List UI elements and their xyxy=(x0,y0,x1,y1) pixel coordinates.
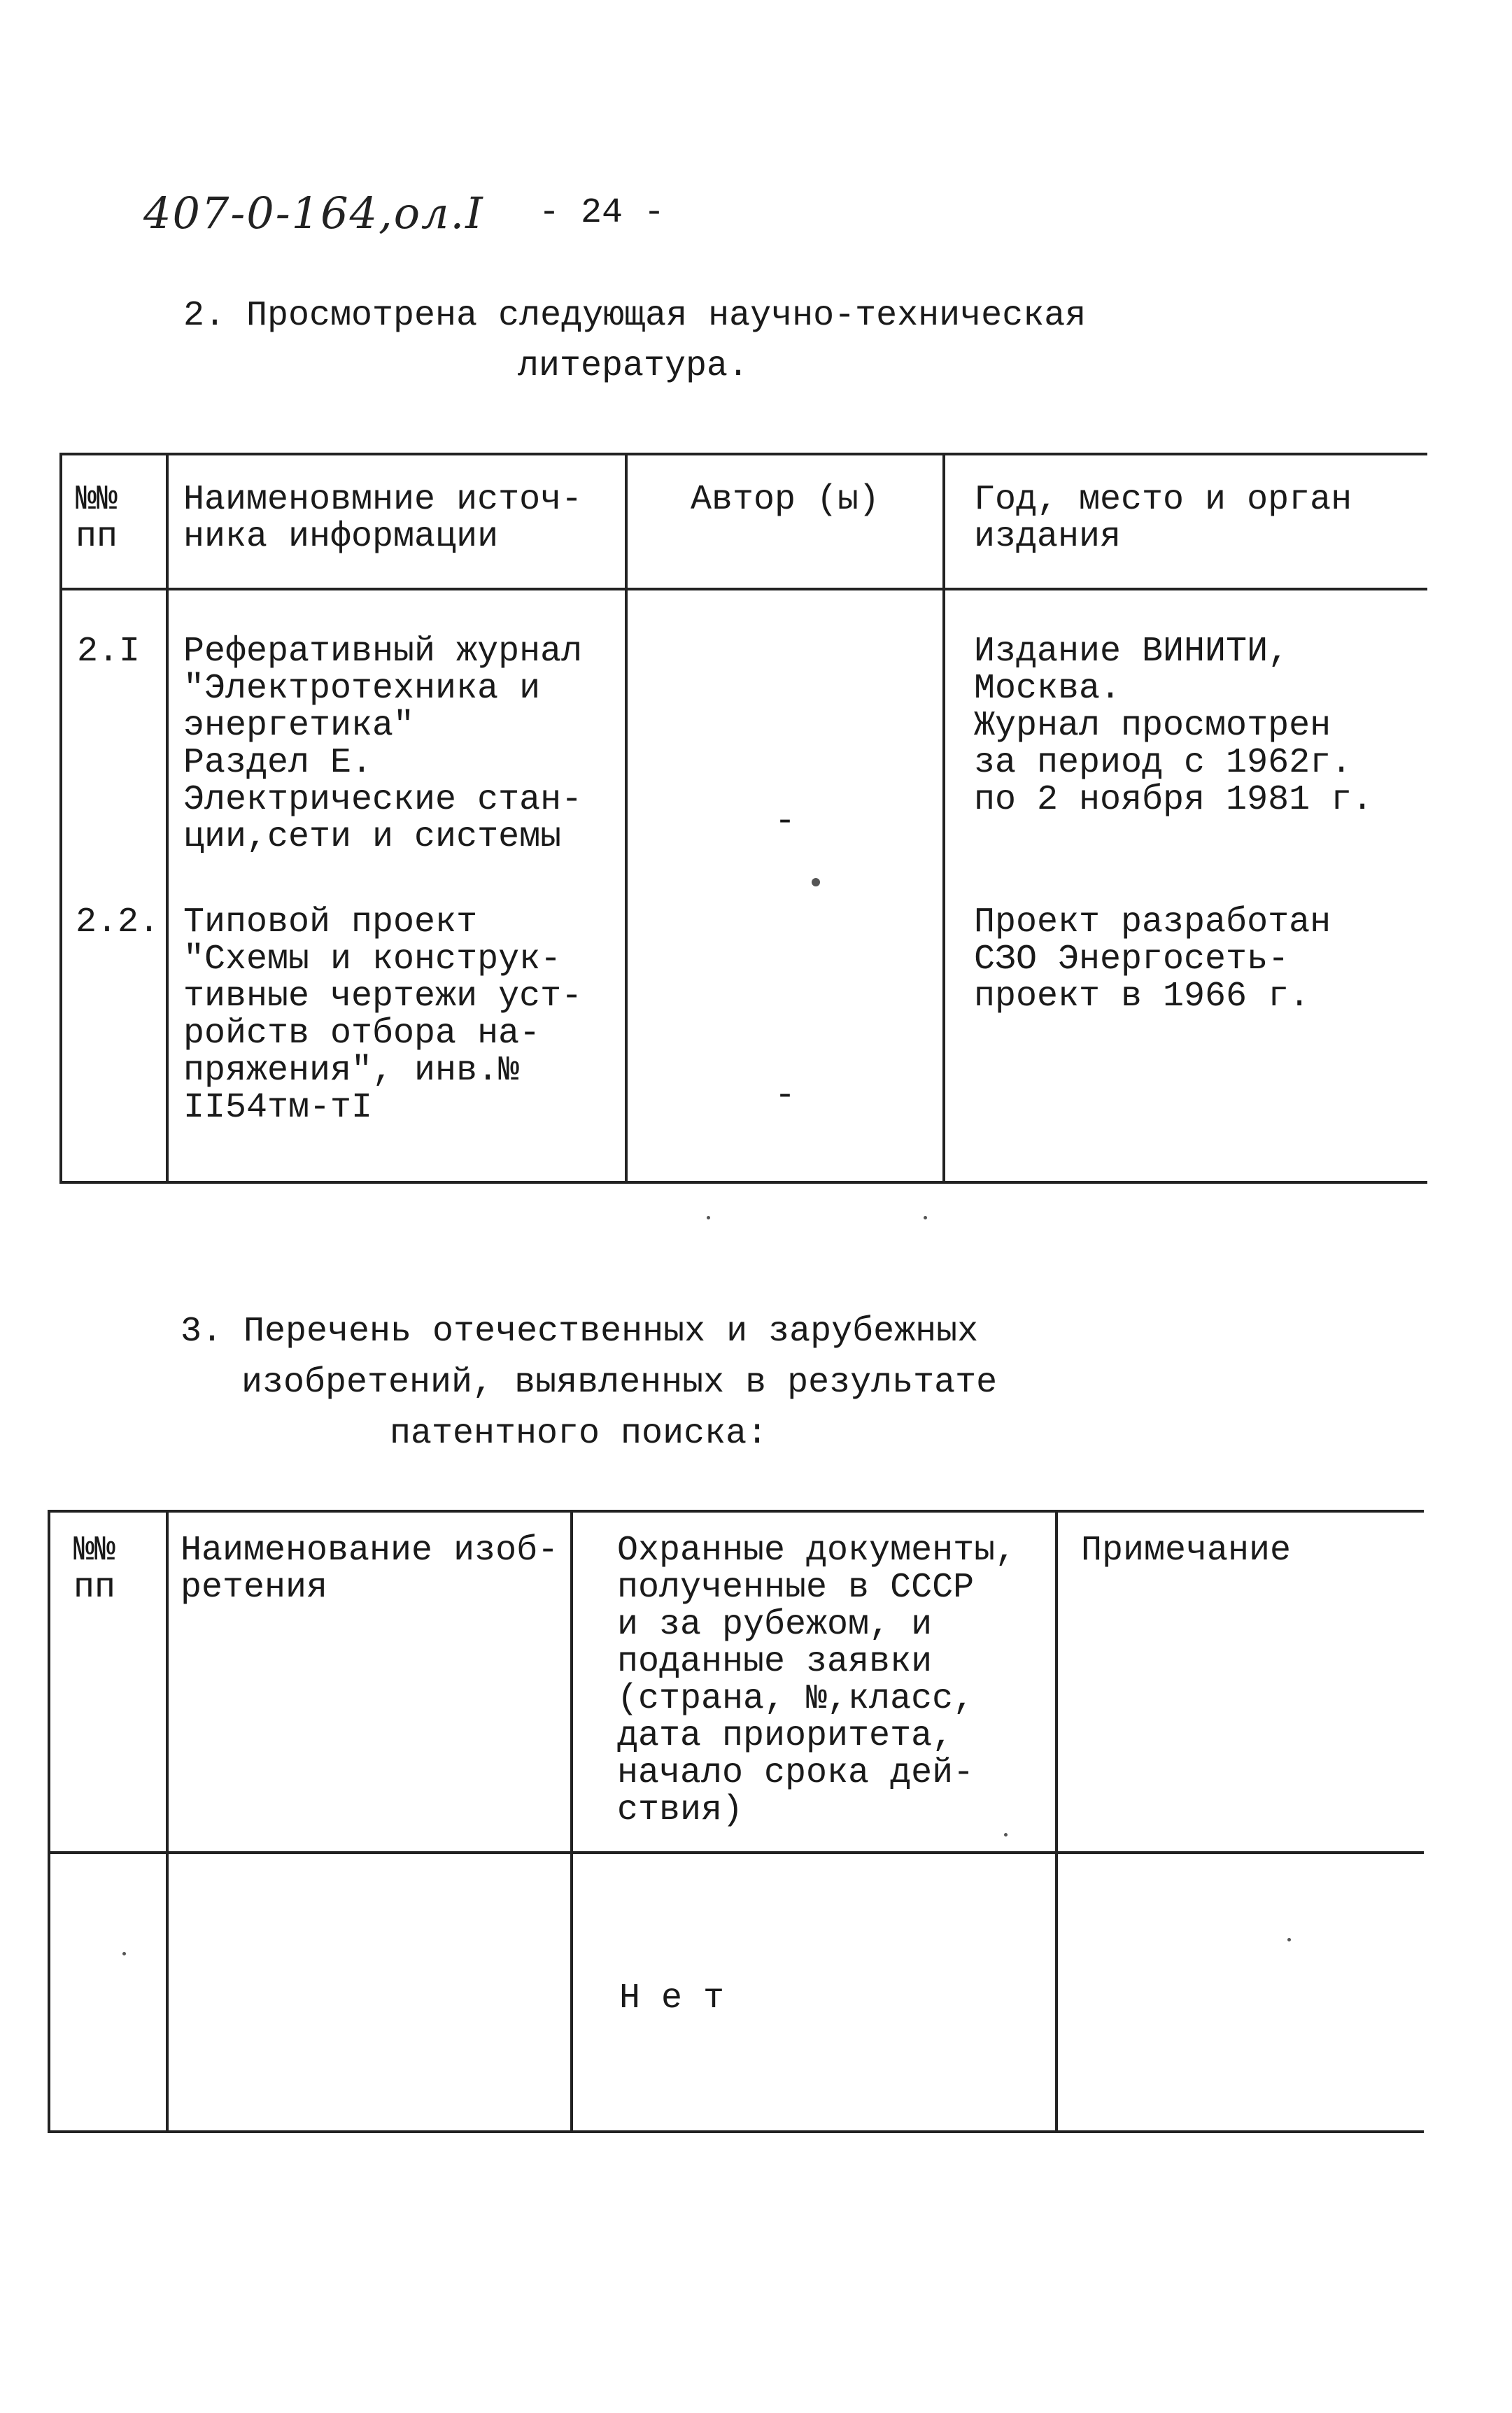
scan-speck xyxy=(1004,1833,1008,1837)
section-3-heading-line-3: патентного поиска: xyxy=(390,1414,768,1454)
scan-speck xyxy=(812,878,820,886)
source-name: Реферативный журнал "Электротехника и энергетика" Раздел Е. Электрические стан- ции,сети и системы xyxy=(183,632,583,857)
table-header-divider xyxy=(48,1851,1424,1854)
author: - xyxy=(774,802,796,842)
column-header-protection-documents: Охранные документы, полученные в СССР и за рубежом, и поданные заявки (страна, №,класс, дата приоритета, начало срока дей- ствия) xyxy=(617,1531,1017,1830)
author: - xyxy=(774,1076,796,1116)
scan-speck xyxy=(122,1952,126,1955)
publication-info: Издание ВИНИТИ, Москва. Журнал просмотрен за период с 1962г. по 2 ноября 1981 г. xyxy=(974,632,1373,820)
column-header-number: №№ пп xyxy=(76,480,118,557)
column-header-author: Автор (ы) xyxy=(690,480,880,520)
row-number: 2.2. xyxy=(76,903,160,942)
table-border-left xyxy=(48,1510,50,2133)
scan-speck xyxy=(1287,1938,1291,1941)
column-divider xyxy=(166,453,169,1184)
column-divider xyxy=(166,1510,169,2133)
source-name: Типовой проект "Схемы и конструк- тивные чертежи уст- ройств отбора на- пряжения", инв.№ II54тм-тI xyxy=(183,903,583,1128)
column-header-publication: Год, место и орган издания xyxy=(974,480,1352,557)
column-header-source-name: Наименовмние источ- ника информации xyxy=(183,480,583,557)
column-header-number: №№ пп xyxy=(73,1531,116,1608)
section-2-heading-line-1: 2. Просмотрена следующая научно-техническая xyxy=(183,296,1087,336)
page-number: - 24 - xyxy=(539,193,665,233)
column-divider xyxy=(1055,1510,1058,2133)
section-3-heading-line-1: 3. Перечень отечественных и зарубежных xyxy=(181,1312,979,1352)
table-header-divider xyxy=(59,588,1427,590)
column-header-invention-name: Наименование изоб- ретения xyxy=(181,1531,559,1608)
table-border-top xyxy=(48,1510,1424,1513)
table-border-left xyxy=(59,453,62,1184)
section-3-heading-line-2: изобретений, выявленных в результате xyxy=(241,1363,998,1403)
table-border-bottom xyxy=(48,2130,1424,2133)
table-border-top xyxy=(59,453,1427,455)
column-divider xyxy=(570,1510,573,2133)
table-border-bottom xyxy=(59,1181,1427,1184)
document-code: 407-0-164,ол.I xyxy=(143,187,484,239)
publication-info: Проект разработан СЗО Энергосеть- проект в 1966 г. xyxy=(974,903,1331,1017)
scan-speck xyxy=(924,1216,927,1219)
column-divider xyxy=(942,453,945,1184)
column-header-note: Примечание xyxy=(1081,1531,1292,1571)
row-number: 2.I xyxy=(77,632,141,672)
scan-speck xyxy=(707,1216,710,1219)
protection-documents: Н е т xyxy=(619,1979,725,2018)
section-2-heading-line-2: литература. xyxy=(518,346,749,386)
